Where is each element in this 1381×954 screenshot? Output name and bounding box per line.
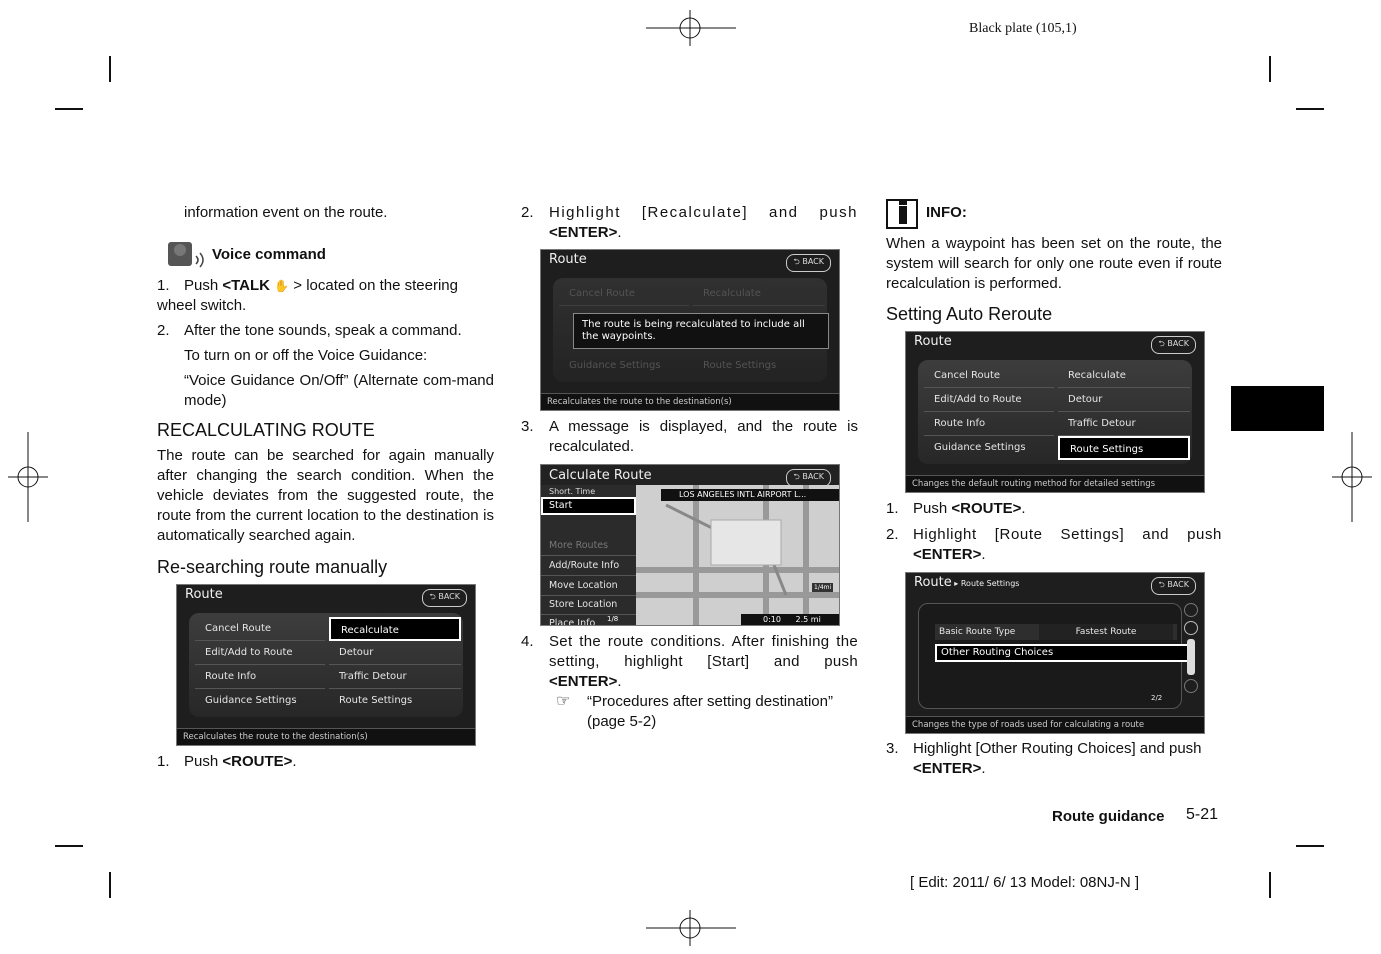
screen-footer: Changes the type of roads used for calculating a route [906, 716, 1204, 733]
place-info-button[interactable]: Place Info [549, 618, 596, 626]
move-location-button[interactable]: Move Location [541, 576, 636, 596]
step-text: Set the route conditions. After finishing the setting, highlight [Start] and push [549, 633, 858, 670]
map-view [636, 485, 839, 625]
screen-title: Route [914, 334, 952, 349]
route-summary [741, 614, 839, 625]
scroll-up-icon[interactable] [1184, 621, 1198, 635]
step-text: Push [913, 500, 952, 517]
menu-item-recalculate: Recalculate [693, 282, 825, 306]
enter-key: <ENTER> [913, 760, 982, 777]
step-push-route: 1. Push <ROUTE>. [886, 500, 1026, 517]
route-menu-screen [176, 584, 476, 746]
step-text: After the tone sounds, speak a command. [184, 322, 462, 339]
menu-item-guidance-settings: Guidance Settings [569, 360, 661, 371]
registration-mark-top [646, 10, 736, 46]
enter-key: <ENTER> [549, 224, 618, 241]
edit-info: [ Edit: 2011/ 6/ 13 Model: 08NJ-N ] [910, 874, 1140, 891]
route-type-label: Short. Time [549, 487, 596, 496]
step-number: 1. [157, 277, 170, 294]
menu-item-traffic-detour[interactable]: Traffic Detour [1058, 412, 1190, 436]
scrollbar[interactable] [1184, 603, 1198, 707]
step-number: 3. [521, 418, 534, 435]
voice-step-1 [157, 276, 494, 316]
screen-footer: Recalculates the route to the destination(s) [541, 393, 839, 410]
row-label: Basic Route Type [939, 627, 1016, 637]
screen-title: Route ▸ Route Settings [914, 575, 1020, 590]
step-set-conditions: 4. Set the route conditions. After finishing the setting, highlight [Start] and push <ENTER>. [521, 633, 858, 690]
voice-guidance-command: “Voice Guidance On/Off” (Alternate com-mand mode) [184, 372, 494, 409]
reference-link[interactable] [556, 692, 858, 732]
step-highlight-other-routing: 3. Highlight [Other Routing Choices] and push <ENTER>. [886, 739, 1222, 779]
menu-item-route-settings: Route Settings [703, 360, 777, 371]
menu-item-detour[interactable]: Detour [329, 641, 461, 665]
recalc-message-screen [540, 249, 840, 411]
step-text: Highlight [Recalculate] and push [549, 204, 858, 221]
footer-section: Route guidance [1052, 808, 1165, 825]
section-body: The route can be searched for again manually after changing the search condition. When the vehicle deviates from the suggested route, the route from the current location to the destination is automatically searched again. [157, 447, 494, 544]
basic-route-type-row[interactable] [935, 624, 1177, 640]
map-destination-label: LOS ANGELES INTL AIRPORT L... [661, 489, 839, 501]
route-settings-menu-screen [905, 331, 1205, 493]
step-number: 1. [157, 753, 170, 770]
back-button[interactable]: ⮌ BACK [786, 254, 831, 272]
talk-switch-icon: ✋ [274, 279, 290, 293]
more-routes-button[interactable]: More Routes [541, 536, 636, 556]
step-highlight-route-settings: 2. Highlight [Route Settings] and push <ENTER>. [886, 526, 1222, 563]
chapter-tab [1231, 386, 1324, 431]
step-number: 2. [157, 322, 170, 339]
step-text: > located on the steering wheel switch. [157, 277, 458, 314]
menu-item-cancel-route[interactable]: Cancel Route [924, 364, 1054, 388]
talk-key: <TALK [222, 277, 270, 294]
menu-item-traffic-detour[interactable]: Traffic Detour [329, 665, 461, 689]
menu-item-route-info[interactable]: Route Info [924, 412, 1054, 436]
add-route-info-button[interactable]: Add/Route Info [541, 556, 636, 576]
menu-item-route-settings[interactable]: Route Settings [339, 695, 413, 706]
step-message-displayed [521, 417, 858, 457]
menu-item-guidance-settings[interactable]: Guidance Settings [205, 695, 297, 706]
info-icon [886, 199, 918, 229]
info-label: INFO: [926, 204, 967, 221]
row-value: Fastest Route [1039, 624, 1173, 640]
enter-key: <ENTER> [549, 673, 618, 690]
menu-item-route-info[interactable]: Route Info [195, 665, 325, 689]
scroll-down-icon[interactable] [1184, 679, 1198, 693]
plate-label: Black plate (105,1) [969, 21, 1077, 36]
back-button[interactable]: ⮌ BACK [786, 469, 831, 487]
step-number: 3. [886, 740, 899, 757]
step-text: Push [184, 753, 223, 770]
route-key: <ROUTE> [951, 500, 1022, 517]
voice-command-title: Voice command [212, 246, 326, 263]
step-number: 2. [521, 204, 534, 221]
reference-text: “Procedures after setting destination” (page 5-2) [587, 693, 833, 730]
store-location-button[interactable]: Store Location [541, 595, 636, 615]
page-number: 5-21 [1186, 806, 1219, 823]
breadcrumb: Route Settings [960, 579, 1020, 588]
back-button[interactable]: ⮌ BACK [1151, 336, 1196, 354]
menu-item-recalculate[interactable]: Recalculate [329, 617, 461, 641]
other-routing-choices-row[interactable]: Other Routing Choices [935, 644, 1191, 662]
screen-title: Calculate Route [549, 468, 652, 483]
menu-item-cancel-route: Cancel Route [559, 282, 689, 306]
step-text: . [292, 753, 297, 770]
screen-footer: Changes the default routing method for detailed settings [906, 475, 1204, 492]
route-distance: 2.5 mi [795, 615, 821, 624]
scroll-thumb[interactable] [1187, 639, 1195, 675]
voice-step-2 [157, 321, 462, 341]
voice-command-icon [166, 238, 208, 272]
step-highlight-recalculate: 2. Highlight [Recalculate] and push <ENTER>. [521, 204, 858, 241]
page-indicator: 2/2 [1151, 694, 1163, 702]
menu-item-edit-add[interactable]: Edit/Add to Route [195, 641, 325, 665]
back-button[interactable]: ⮌ BACK [422, 589, 467, 607]
subsection-heading: Setting Auto Reroute [886, 304, 1053, 324]
step-text: Push [184, 277, 223, 294]
reference-pointer-icon: ☞ [556, 693, 571, 710]
route-key: <ROUTE> [222, 753, 293, 770]
start-button[interactable]: Start [541, 497, 636, 515]
menu-item-guidance-settings[interactable]: Guidance Settings [934, 442, 1026, 453]
back-button[interactable]: ⮌ BACK [1151, 577, 1196, 595]
subsection-heading: Re-searching route manually [157, 557, 388, 577]
calc-menu [541, 485, 636, 625]
screen-title: Route [185, 587, 223, 602]
step-text: Highlight [Other Routing Choices] and push [913, 740, 1202, 757]
step-text: A message is displayed, and the route is recalculated. [549, 418, 858, 455]
screen-footer: Recalculates the route to the destination(s) [177, 728, 475, 745]
intro-text: information event on the route. [184, 204, 388, 221]
info-body: When a waypoint has been set on the route, the system will search for only one route even if route recalculation is performed. [886, 235, 1222, 292]
step-number: 2. [886, 526, 899, 543]
recalc-message: The route is being recalculated to include all the waypoints. [573, 313, 829, 349]
menu-item-cancel-route[interactable]: Cancel Route [195, 617, 325, 641]
page-indicator: 1/8 [607, 615, 619, 623]
menu-item-edit-add[interactable]: Edit/Add to Route [924, 388, 1054, 412]
route-time: 0:10 [763, 615, 781, 624]
calculate-route-screen [540, 464, 840, 626]
settings-list [918, 603, 1182, 709]
menu-item-recalculate[interactable]: Recalculate [1058, 364, 1190, 388]
step-push-route [157, 752, 297, 772]
menu-item-route-settings[interactable]: Route Settings [1058, 436, 1190, 460]
registration-mark-bottom [646, 910, 736, 946]
enter-key: <ENTER> [913, 546, 982, 563]
map-scale: 1/4mi [814, 584, 832, 591]
registration-mark-right [1332, 432, 1372, 522]
voice-guidance-para: To turn on or off the Voice Guidance: [184, 347, 428, 364]
step-text: Highlight [Route Settings] and push [913, 526, 1222, 543]
route-settings-screen [905, 572, 1205, 734]
registration-mark-left [8, 432, 48, 522]
menu-item-detour[interactable]: Detour [1058, 388, 1190, 412]
route-menu [918, 360, 1192, 464]
section-heading: RECALCULATING ROUTE [157, 420, 375, 440]
step-number: 4. [521, 633, 534, 650]
route-menu [189, 613, 463, 717]
step-number: 1. [886, 500, 899, 517]
screen-title: Route [549, 252, 587, 267]
